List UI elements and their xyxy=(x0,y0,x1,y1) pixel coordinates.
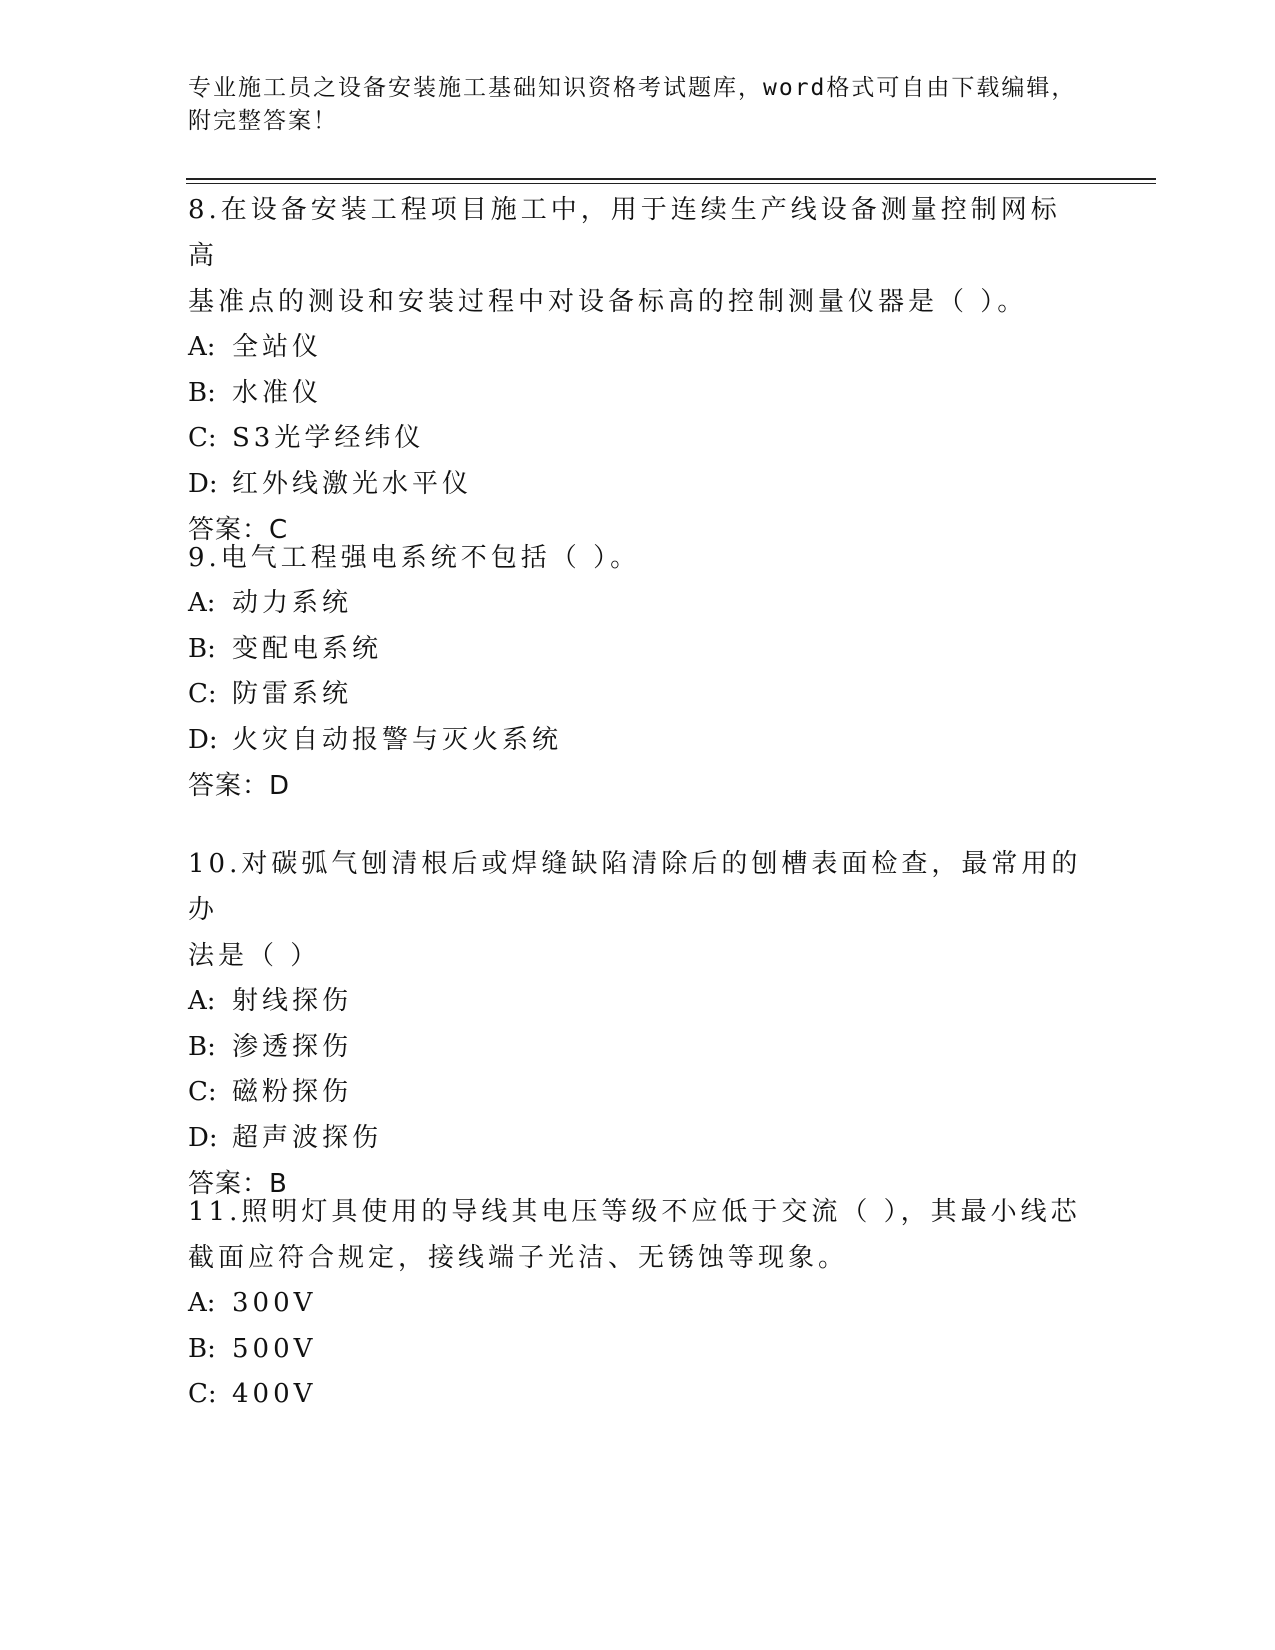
option-b xyxy=(188,627,1088,673)
option-d xyxy=(188,462,1088,508)
question-stem-line: 11.照明灯具使用的导线其电压等级不应低于交流（ ），其最小线芯 xyxy=(188,1197,1081,1227)
answer: 答案：C xyxy=(188,515,289,545)
option-b xyxy=(188,1327,1088,1373)
question-stem-line: 8.在设备安装工程项目施工中，用于连续生产线设备测量控制网标高 xyxy=(188,195,1061,271)
answer: 答案：B xyxy=(188,1169,288,1199)
option-text: 磁粉探伤 xyxy=(232,1077,353,1107)
question-8 xyxy=(188,187,1088,553)
option-d xyxy=(188,1116,1088,1162)
question-9 xyxy=(188,535,1088,809)
option-label: C: xyxy=(188,679,217,709)
header-line-2: 附完整答案！ xyxy=(188,108,338,134)
option-label: B: xyxy=(188,633,216,664)
option-c xyxy=(188,1070,1088,1116)
option-text: 全站仪 xyxy=(232,332,323,362)
option-label: D: xyxy=(188,468,218,499)
option-label: A: xyxy=(188,588,216,618)
option-label: A: xyxy=(188,332,216,362)
question-stem-line: 10.对碳弧气刨清根后或焊缝缺陷清除后的刨槽表面检查，最常用的办 xyxy=(188,849,1082,925)
option-label: A: xyxy=(188,1288,216,1318)
option-text: 500V xyxy=(232,1333,317,1364)
option-text: 400V xyxy=(232,1379,317,1409)
option-text: 水准仪 xyxy=(232,377,323,408)
question-stem-line: 截面应符合规定，接线端子光洁、无锈蚀等现象。 xyxy=(188,1243,849,1273)
option-a xyxy=(188,979,1088,1025)
option-b xyxy=(188,1025,1088,1071)
option-label: B: xyxy=(188,1333,216,1364)
option-text: 射线探伤 xyxy=(232,986,353,1016)
option-c xyxy=(188,672,1088,718)
question-10 xyxy=(188,841,1088,1207)
header-line-1: 专业施工员之设备安装施工基础知识资格考试题库，word格式可自由下载编辑， xyxy=(188,75,1077,101)
option-a xyxy=(188,325,1088,371)
option-label: A: xyxy=(188,986,216,1016)
header-divider-thin xyxy=(186,183,1156,184)
option-a xyxy=(188,581,1088,627)
option-text: 火灾自动报警与灭火系统 xyxy=(232,724,563,755)
option-a xyxy=(188,1281,1088,1327)
question-11 xyxy=(188,1189,1088,1418)
option-text: 300V xyxy=(232,1288,317,1318)
option-label: B: xyxy=(188,1031,216,1062)
question-stem-line: 法是（ ） xyxy=(188,941,321,971)
option-label: C: xyxy=(188,1077,217,1107)
option-text: 渗透探伤 xyxy=(232,1031,353,1062)
option-text: 变配电系统 xyxy=(232,633,383,664)
option-label: D: xyxy=(188,724,218,755)
option-text: 动力系统 xyxy=(232,588,353,618)
option-label: D: xyxy=(188,1122,218,1153)
option-label: C: xyxy=(188,1379,217,1409)
option-label: B: xyxy=(188,377,216,408)
option-label: C: xyxy=(188,423,217,453)
option-c xyxy=(188,416,1088,462)
option-text: S3光学经纬仪 xyxy=(232,423,425,453)
option-text: 红外线激光水平仪 xyxy=(232,468,473,499)
option-b xyxy=(188,371,1088,417)
option-c xyxy=(188,1372,1088,1418)
question-stem-line: 基准点的测设和安装过程中对设备标高的控制测量仪器是（ ）。 xyxy=(188,287,1028,317)
header-divider xyxy=(186,178,1156,180)
question-stem-line: 9.电气工程强电系统不包括（ ）。 xyxy=(188,543,641,573)
answer: 答案：D xyxy=(188,771,291,801)
option-d xyxy=(188,718,1088,764)
option-text: 超声波探伤 xyxy=(232,1122,383,1153)
option-text: 防雷系统 xyxy=(232,679,353,709)
document-header xyxy=(188,72,1088,138)
